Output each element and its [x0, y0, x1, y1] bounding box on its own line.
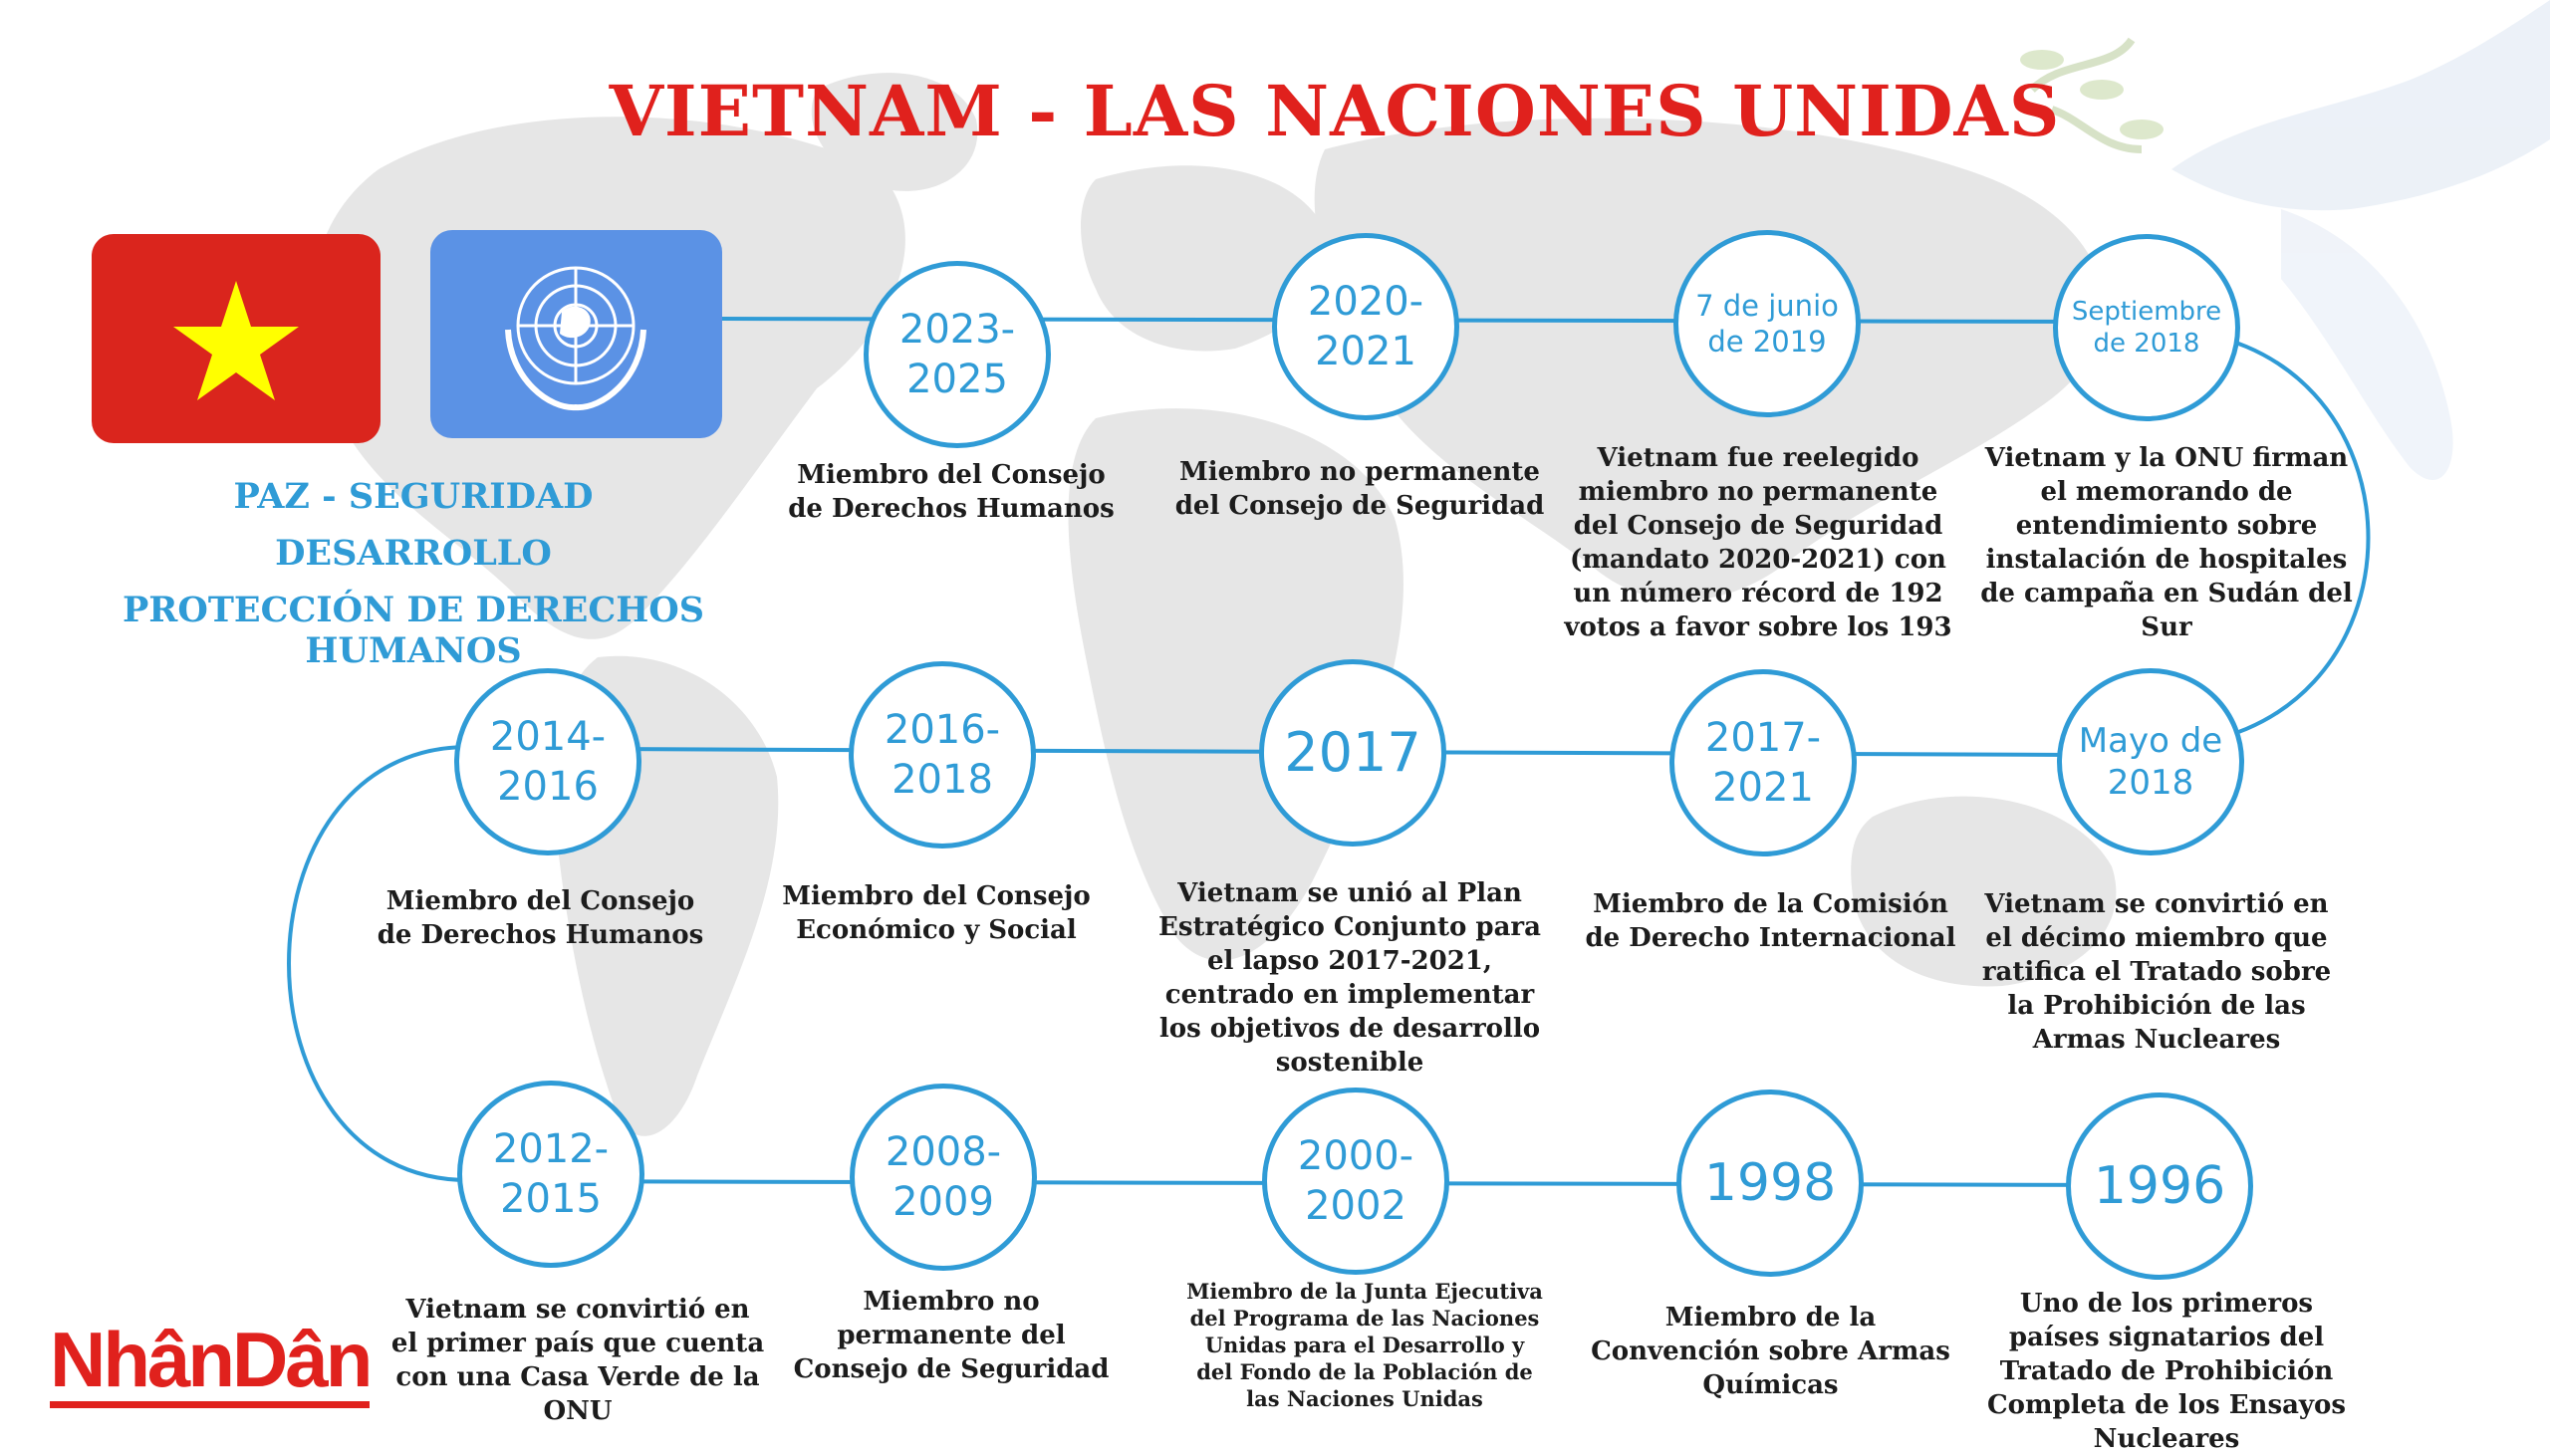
timeline-date: 7 de junio de 2019 — [1695, 288, 1839, 359]
timeline-date: 2012- 2015 — [492, 1126, 610, 1222]
timeline-date-circle — [864, 261, 1051, 448]
timeline-date: 2016- 2018 — [884, 707, 1001, 803]
timeline-description: Vietnam fue reelegido miembro no permanente del Consejo de Seguridad (mandato 2020-2021) con un número récord de 192 votos a favor sobre los 193 — [1564, 443, 1952, 642]
timeline-description: Miembro del Consejo de Derechos Humanos — [788, 460, 1115, 524]
timeline-date-circle — [850, 1084, 1037, 1271]
timeline-description: Uno de los primeros países signatarios del Tratado de Prohibición Completa de los Ensayos Nucleares — [1986, 1289, 2347, 1454]
timeline-description: Vietnam se convirtió en el primer país que cuenta con una Casa Verde de la ONU — [390, 1295, 765, 1426]
un-flag — [430, 230, 722, 438]
timeline-date: 2014- 2016 — [489, 714, 607, 810]
timeline-date-circle — [1272, 233, 1459, 420]
timeline-date: 2023- 2025 — [898, 307, 1016, 402]
timeline-date: 2000- 2002 — [1297, 1133, 1414, 1229]
timeline-date: 2017 — [1284, 721, 1421, 785]
timeline-date-circle — [454, 668, 641, 855]
timeline-date-circle — [1676, 1090, 1864, 1277]
timeline-date: 2020- 2021 — [1307, 279, 1424, 374]
timeline-date-circle — [1259, 659, 1446, 847]
theme-peace-security: PAZ - SEGURIDAD — [233, 476, 594, 517]
theme-human-rights: PROTECCIÓN DE DERECHOS HUMANOS — [122, 590, 705, 671]
timeline-date-circle — [1673, 230, 1861, 417]
timeline-date-circle — [2066, 1092, 2253, 1280]
vietnam-flag — [92, 234, 381, 443]
star-icon — [92, 234, 381, 443]
timeline-date-circle — [2057, 668, 2244, 855]
timeline-date: Mayo de 2018 — [2078, 720, 2223, 803]
timeline-description: Vietnam y la ONU firman el memorando de entendimiento sobre instalación de hospitales de campaña en Sudán del Sur — [1980, 443, 2353, 642]
timeline-description: Vietnam se unió al Plan Estratégico Conjunto para el lapso 2017-2021, centrado en implementar los objetivos de desarrollo sostenible — [1158, 878, 1541, 1078]
timeline-date-circle — [2053, 234, 2240, 421]
timeline-date-circle — [1669, 669, 1857, 856]
page-title: VIETNAM - LAS NACIONES UNIDAS — [609, 70, 2061, 152]
timeline-description: Miembro del Consejo de Derechos Humanos — [377, 886, 704, 950]
timeline-date-circle — [1262, 1088, 1449, 1275]
timeline-date: 1996 — [2093, 1155, 2226, 1216]
timeline-date: 2008- 2009 — [885, 1129, 1002, 1225]
timeline-date: 2017- 2021 — [1704, 715, 1822, 811]
timeline-date-circle — [457, 1081, 644, 1268]
theme-development: DESARROLLO — [275, 533, 552, 574]
timeline-date: 1998 — [1703, 1152, 1837, 1213]
timeline-description: Miembro de la Comisión de Derecho Internacional — [1585, 889, 1956, 953]
timeline-description: Miembro de la Junta Ejecutiva del Programa de las Naciones Unidas para el Desarrollo y del Fondo de la Población de las Naciones Unidas — [1186, 1279, 1543, 1411]
timeline-description: Miembro de la Convención sobre Armas Químicas — [1591, 1303, 1950, 1400]
timeline-description: Miembro no permanente del Consejo de Seguridad — [1174, 457, 1545, 521]
timeline-description: Miembro del Consejo Económico y Social — [782, 881, 1091, 945]
timeline-description: Vietnam se convirtió en el décimo miembro que ratifica el Tratado sobre la Prohibición de las Armas Nucleares — [1981, 889, 2332, 1055]
timeline-date: Septiembre de 2018 — [2071, 296, 2222, 359]
un-emblem-icon — [430, 230, 722, 438]
timeline-description: Miembro no permanente del Consejo de Seguridad — [793, 1287, 1110, 1384]
nhandan-logo: NhânDân — [50, 1320, 370, 1408]
timeline-date-circle — [849, 661, 1036, 849]
